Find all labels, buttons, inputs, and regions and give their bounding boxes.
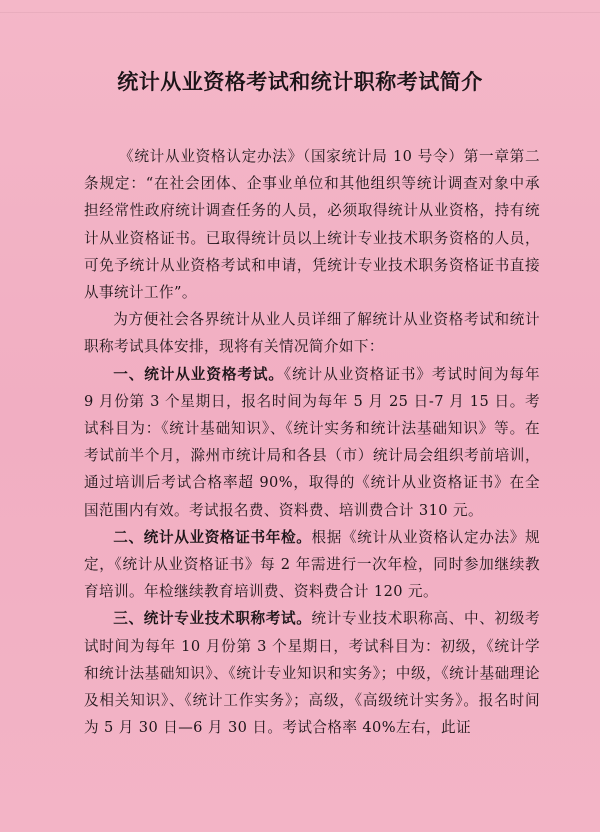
paragraph-text: 《统计从业资格证书》考试时间为每年 9 月份第 3 个星期日，报名时间为每年 5 月 25 日-7 月 15 日。考试科目为：《统计基础知识》、《统计实务和统计法基础知识》等。在考试前半个月，滁州市统计局和各县（市）统计局会组织考前培训，通过培训后考试合格率超 90%，取得的《统计从业资格证书》在全国范围内有效。考试报名费、资料费、培训费合计 310 元。 — [84, 365, 540, 519]
section-heading: 二、统计从业资格证书年检。 — [113, 528, 312, 546]
paragraph-text: 为方便社会各界统计从业人员详细了解统计从业资格考试和统计职称考试具体安排，现将有关情况简介如下： — [84, 311, 540, 356]
paragraph-text: 根据《统计从业资格认定办法》规定，《统计从业资格证书》每 2 年需进行一次年检，同时参加继续教育培训。年检继续教育培训费、资料费合计 120 元。 — [84, 528, 540, 601]
paragraph-regulation — [84, 143, 540, 306]
paper-crease — [0, 12, 600, 13]
document-body — [84, 143, 540, 741]
paragraph-text: 《统计从业资格认定办法》（国家统计局 10 号令）第一章第二条规定：“在社会团体、企事业单位和其他组织等统计调查对象中承担经常性政府统计调查任务的人员，必须取得统计从业资格，持有统计从业资格证书。已取得统计员以上统计专业技术职务资格的人员，可免予统计从业资格考试和申请，凭统计专业技术职务资格证书直接从事统计工作”。 — [84, 148, 540, 302]
paragraph-text: 统计专业技术职称高、中、初级考试时间为每年 10 月份第 3 个星期日，考试科目为：初级，《统计学和统计法基础知识》、《统计专业知识和实务》；中级，《统计基础理论及相关知识》、《统计工作实务》；高级，《高级统计实务》。报名时间为 5 月 30 日—6 月 30 日。考试合格率 40%左右，此证 — [84, 610, 540, 737]
paragraph-intro — [84, 306, 540, 360]
document-title: 统计从业资格考试和统计职称考试简介 — [117, 69, 483, 94]
section-heading: 一、统计从业资格考试。 — [113, 365, 284, 383]
paragraph-section-3 — [84, 605, 540, 741]
paragraph-section-1 — [84, 361, 540, 524]
paragraph-section-2 — [84, 524, 540, 606]
section-heading: 三、统计专业技术职称考试。 — [113, 610, 312, 628]
